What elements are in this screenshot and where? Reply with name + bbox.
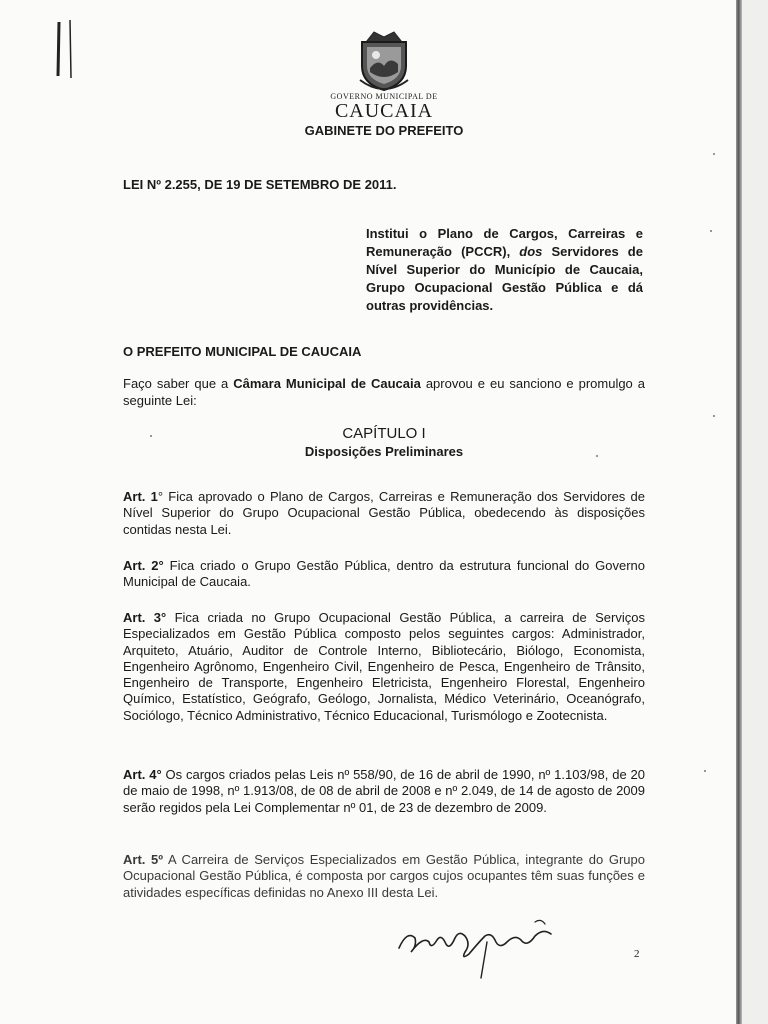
article-label: Art. 3° — [123, 610, 167, 625]
mayor-heading: O PREFEITO MUNICIPAL DE CAUCAIA — [123, 344, 362, 359]
summary-text-1: Institui o Plano de Cargos, Carreiras e Remuneração (PCCR), — [366, 226, 643, 259]
law-summary — [366, 225, 643, 315]
article-2 — [123, 558, 645, 591]
chapter-title: CAPÍTULO I — [342, 425, 426, 442]
law-number: LEI Nº 2.255, DE 19 DE SETEMBRO DE 2011. — [123, 177, 397, 192]
article-label: Art. 1 — [123, 489, 158, 504]
article-text: A Carreira de Serviços Especializados em Gestão Pública, integrante do Grupo Ocupacional Gestão Pública, é composta por cargos cujos ocupantes têm suas funções e atividades específicas definidas no Anexo III desta Lei. — [123, 852, 645, 900]
article-5 — [123, 852, 645, 901]
scan-speck — [710, 230, 712, 232]
scan-speck — [704, 770, 706, 772]
scan-speck — [596, 455, 598, 457]
scan-speck — [150, 435, 152, 437]
summary-italic: dos — [519, 244, 543, 259]
city-name: CAUCAIA — [334, 100, 434, 122]
summary-text-2: Servidores de Nível Superior do Município de Caucaia, Grupo Ocupacional Gestão Pública e dá outras providências. — [366, 244, 643, 313]
office-name: GABINETE DO PREFEITO — [304, 123, 464, 138]
article-1 — [123, 489, 645, 538]
signature-icon — [395, 912, 565, 982]
article-text: Os cargos criados pelas Leis nº 558/90, de 16 de abril de 1990, nº 1.103/98, de 20 de maio de 1998, nº 1.913/08, de 08 de abril de 2008 e nº 2.049, de 14 de agosto de 2009 serão regidos pela Lei Complementar nº 01, de 23 de dezembro de 2009. — [123, 767, 645, 815]
chapter-heading — [123, 425, 645, 460]
article-label: Art. 4° — [123, 767, 162, 782]
scan-speck — [713, 415, 715, 417]
scan-margin — [742, 0, 768, 1024]
chapter-subtitle: Disposições Preliminares — [304, 444, 464, 459]
preamble-bold: Câmara Municipal de Caucaia — [233, 376, 421, 391]
municipal-coat-of-arms-icon — [352, 28, 416, 94]
article-3 — [123, 610, 645, 724]
page-number: 2 — [634, 948, 640, 960]
article-text: Fica criada no Grupo Ocupacional Gestão Pública, a carreira de Serviços Especializados em Gestão Pública composto pelos seguintes cargos: Administrador, Arquiteto, Atuário, Auditor de Controle Interno, Bibliotecário, Biólogo, Economista, Engenheiro Agrônomo, Engenheiro Civil, Engenheiro de Pesca, Engenheiro de Trânsito, Engenheiro de Transporte, Engenheiro Eletricista, Engenheiro Florestal, Engenheiro Químico, Estatístico, Geógrafo, Geólogo, Jornalista, Médico Veterinário, Oceanógrafo, Sociólogo, Técnico Administrativo, Técnico Educacional, Turismólogo e Zootecnista. — [123, 610, 645, 723]
preamble — [123, 375, 645, 409]
article-text: Fica criado o Grupo Gestão Pública, dentro da estrutura funcional do Governo Municipal de Caucaia. — [123, 558, 645, 590]
article-text: ° Fica aprovado o Plano de Cargos, Carreiras e Remuneração dos Servidores de Nível Superior do Grupo Ocupacional Gestão Pública, obedecendo às disposições contidas nesta Lei. — [123, 489, 645, 537]
article-label: Art. 5º — [123, 852, 164, 867]
government-line: GOVERNO MUNICIPAL DE — [330, 92, 438, 101]
scan-speck — [713, 153, 715, 155]
preamble-before: Faço saber que a — [123, 376, 229, 391]
article-label: Art. 2° — [123, 558, 164, 573]
preamble-after: aprovou e eu sanciono e promulgo a seguinte Lei: — [123, 376, 645, 408]
letterhead — [0, 28, 768, 138]
article-4 — [123, 767, 645, 816]
